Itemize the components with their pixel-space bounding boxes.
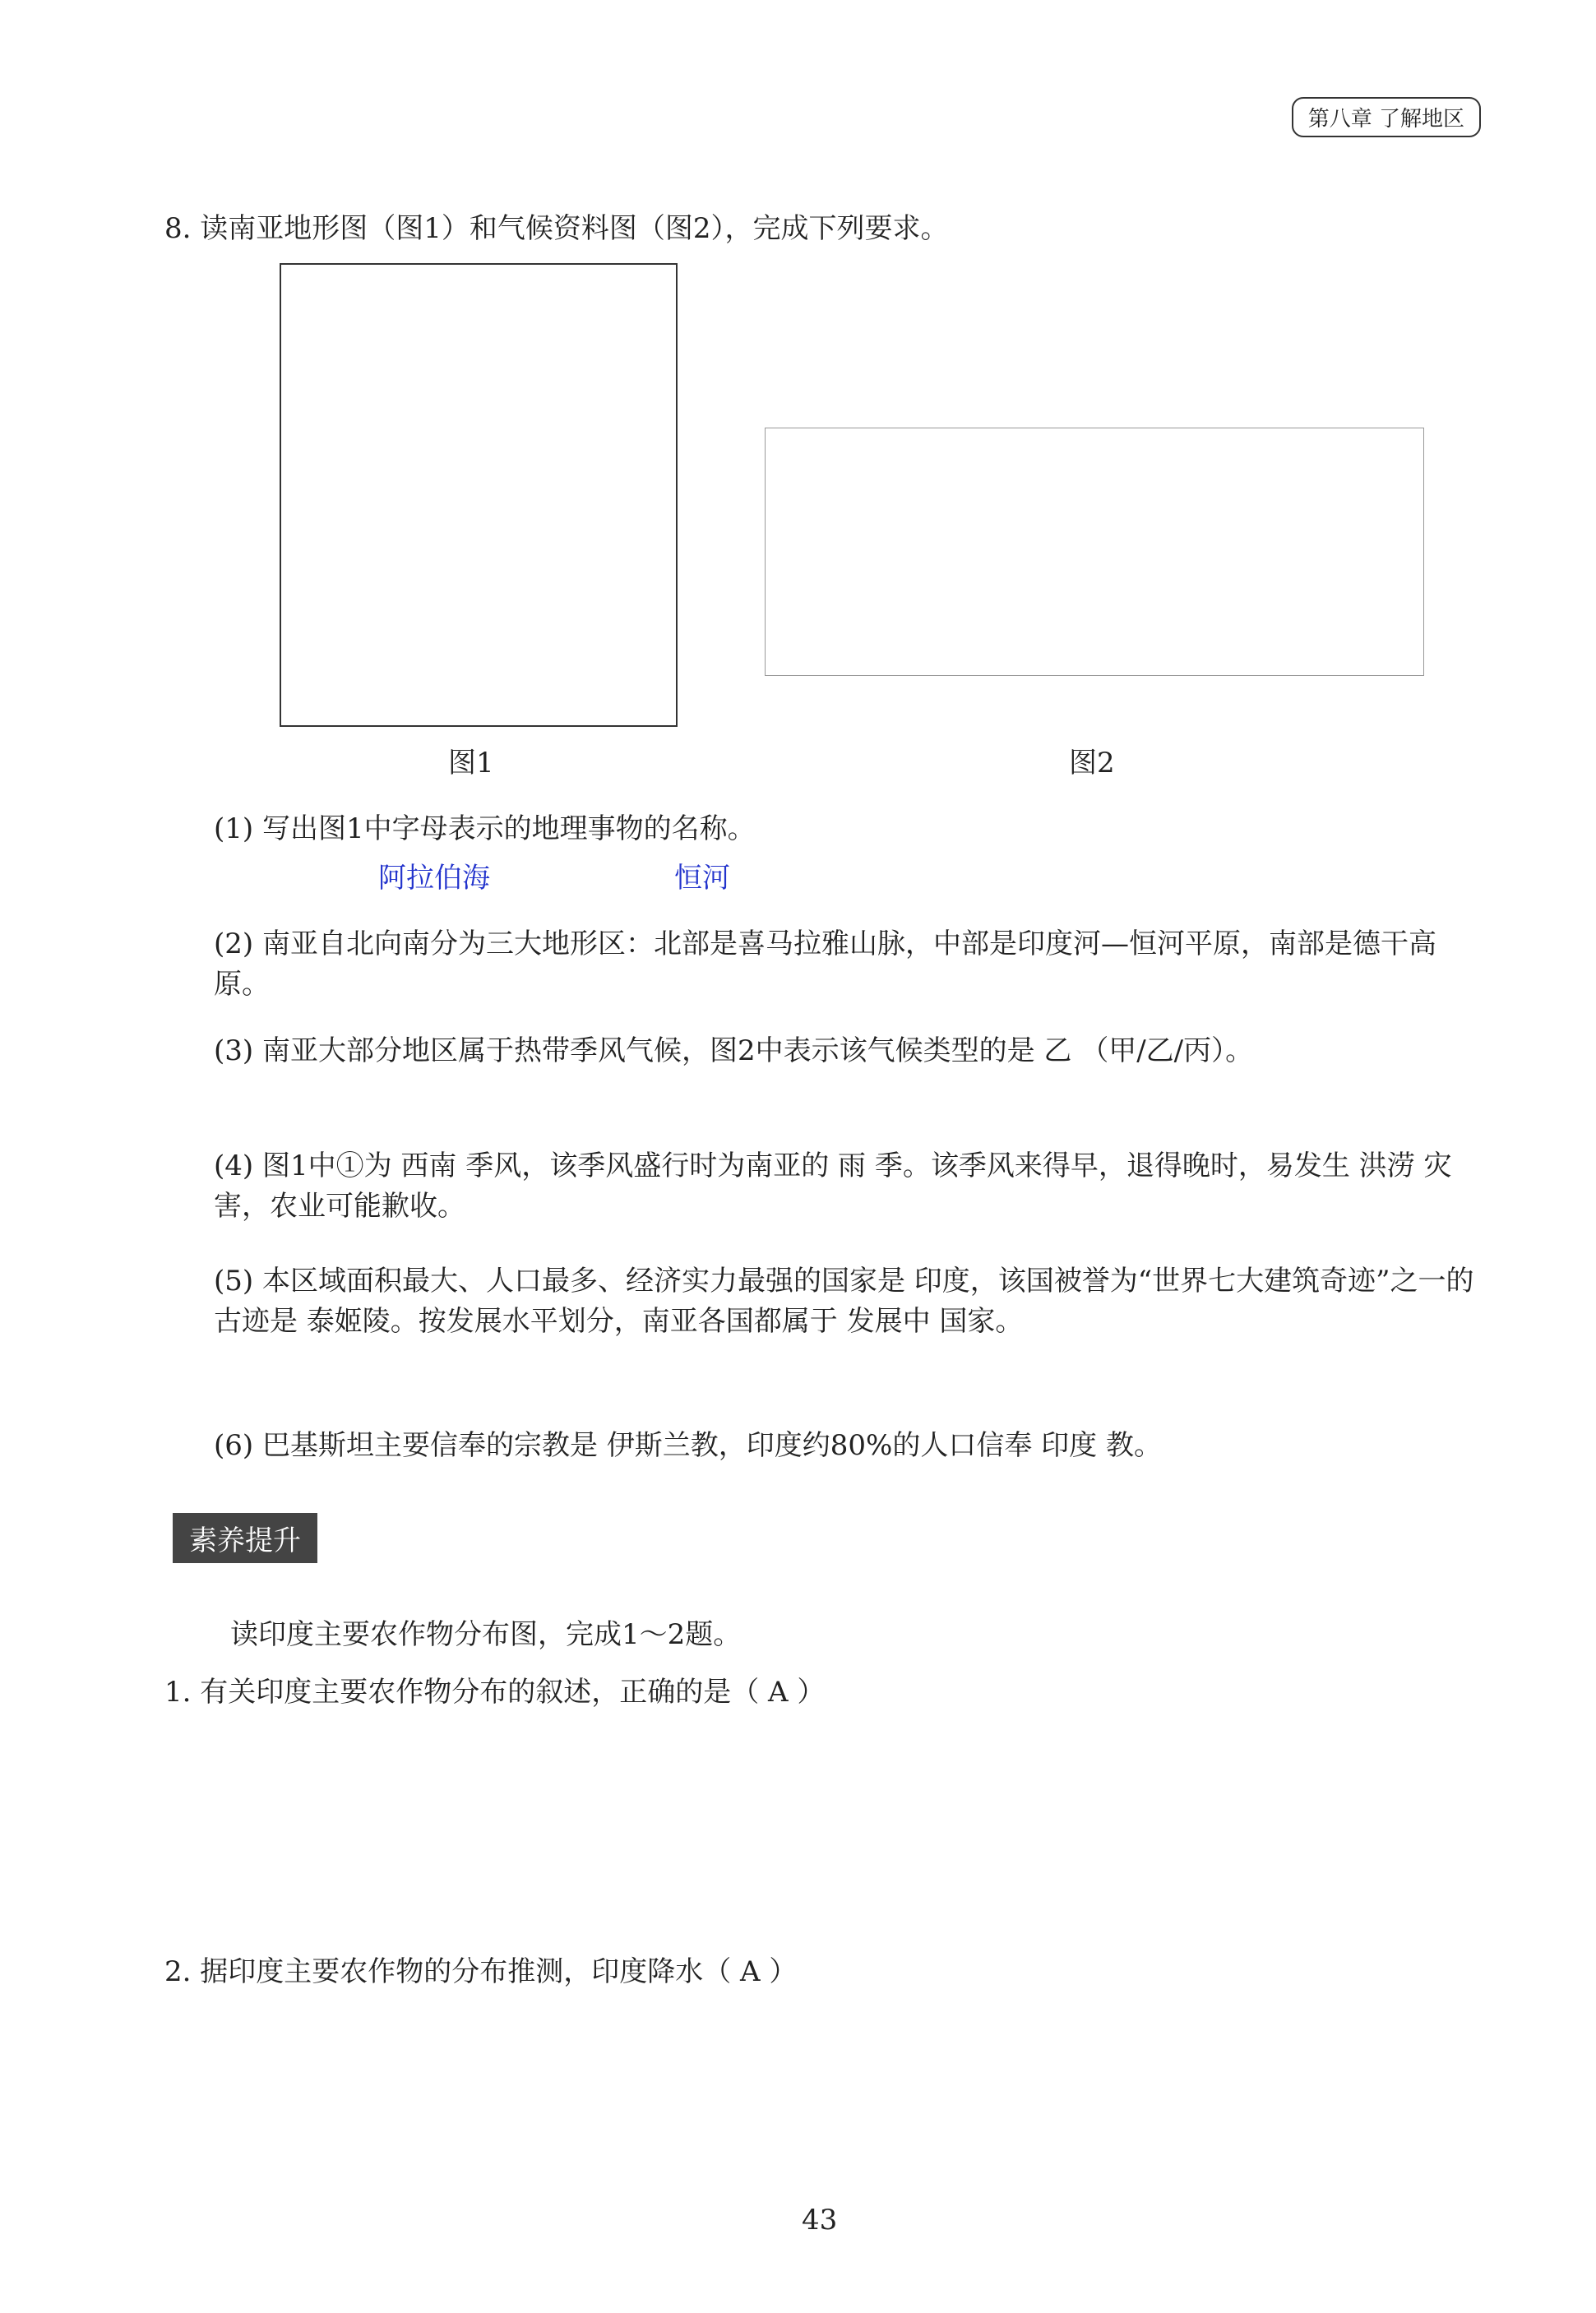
q6: (6) 巴基斯坦主要信奉的宗教是 伊斯兰教，印度约80%的人口信奉 印度 教。	[214, 1429, 1162, 1462]
fig2: 图2	[1069, 747, 1115, 779]
header: 第八章 了解地区	[1292, 97, 1481, 137]
q5: (5) 本区域面积最大、人口最多、经济实力最强的国家是 印度，该国被誉为“世界七大建筑奇迹”之一的古迹是 泰姬陵。按发展水平划分，南亚各国都属于 发展中 国家。	[214, 1265, 1474, 1338]
q2: (2) 南亚自北向南分为三大地形区：北部是喜马拉雅山脉，中部是印度河—恒河平原，南部是德干高原。	[214, 928, 1436, 1001]
a2: 恒河	[674, 862, 730, 895]
s1: 1. 有关印度主要农作物分布的叙述，正确的是（ A ）	[164, 1676, 826, 1709]
map-figure-1	[280, 263, 678, 727]
page-number: 43	[802, 2204, 838, 2237]
a1: 阿拉伯海	[378, 862, 490, 895]
section: 素养提升	[173, 1513, 317, 1563]
q3: (3) 南亚大部分地区属于热带季风气候，图2中表示该气候类型的是 乙 （甲/乙/丙）。	[214, 1034, 1254, 1067]
climate-chart-figure-2	[765, 428, 1424, 676]
s2: 2. 据印度主要农作物的分布推测，印度降水（ A ）	[164, 1955, 798, 1988]
prompt: 读印度主要农作物分布图，完成1～2题。	[230, 1618, 742, 1651]
fig1: 图1	[448, 747, 494, 779]
q8: 8. 读南亚地形图（图1）和气候资料图（图2），完成下列要求。	[164, 212, 949, 245]
q4: (4) 图1中①为 西南 季风，该季风盛行时为南亚的 雨 季。该季风来得早，退得晚时，易发生 洪涝 灾害，农业可能歉收。	[214, 1150, 1452, 1223]
q1: (1) 写出图1中字母表示的地理事物的名称。	[214, 812, 756, 845]
